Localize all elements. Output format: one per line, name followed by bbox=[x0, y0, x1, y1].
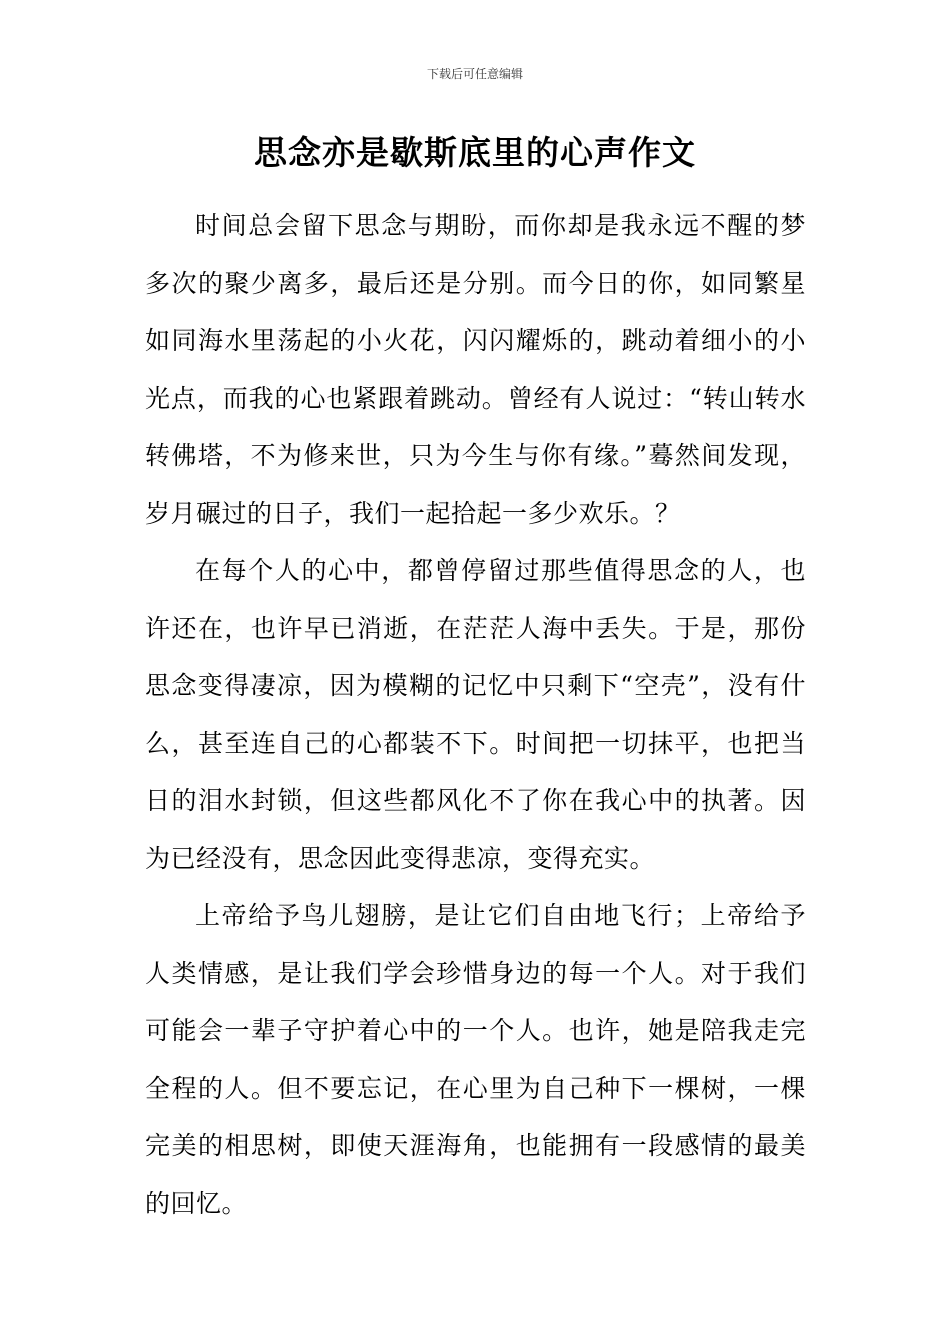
paragraph-1: 时间总会留下思念与期盼，而你却是我永远不醒的梦多次的聚少离多，最后还是分别。而今日的你，如同繁星如同海水里荡起的小火花，闪闪耀烁的，跳动着细小的小光点，而我的心也紧跟着跳动。曾经有人说过：“转山转水转佛塔，不为修来世，只为今生与你有缘。”蓦然间发现，岁月碾过的日子，我们一起拾起一多少欢乐。？ bbox=[145, 211, 806, 528]
document-body bbox=[145, 197, 806, 1232]
header-note: 下载后可任意编辑 bbox=[426, 67, 523, 81]
paragraph-3: 上帝给予鸟儿翅膀，是让它们自由地飞行；上帝给予人类情感，是让我们学会珍惜身边的每一个人。对于我们可能会一辈子守护着心中的一个人。也许，她是陪我走完全程的人。但不要忘记，在心里为自己种下一棵树，一棵完美的相思树，即使天涯海角，也能拥有一段感情的最美的回忆。 bbox=[145, 901, 806, 1218]
paragraph-2: 在每个人的心中，都曾停留过那些值得思念的人，也许还在，也许早已消逝，在茫茫人海中丢失。于是，那份思念变得凄凉，因为模糊的记忆中只剩下“空壳”，没有什么，甚至连自己的心都装不下。时间把一切抹平，也把当日的泪水封锁，但这些都风化不了你在我心中的执著。因为已经没有，思念因此变得悲凉，变得充实。 bbox=[145, 556, 806, 873]
document-title: 思念亦是歇斯底里的心声作文 bbox=[254, 133, 696, 172]
